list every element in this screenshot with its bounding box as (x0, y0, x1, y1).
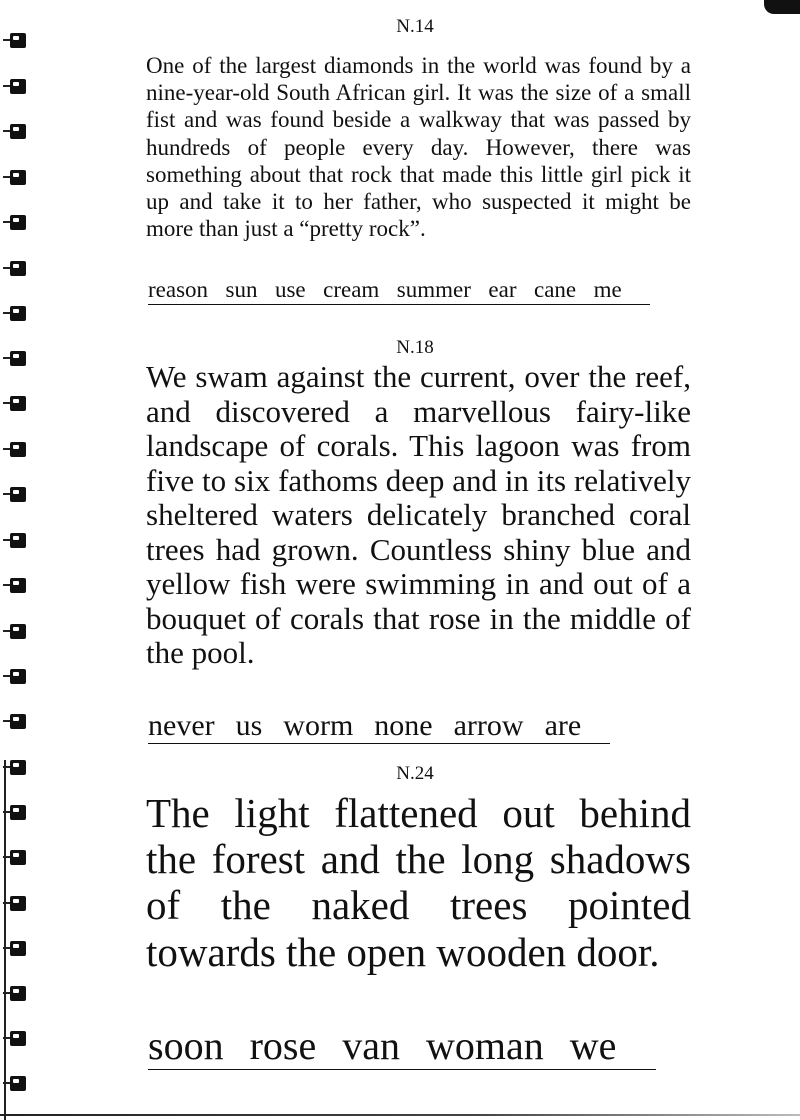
word-list: never us worm none arrow are (148, 709, 610, 744)
binding-ring-icon (10, 170, 26, 185)
binding-ring-icon (10, 578, 26, 593)
binding-ring-icon (10, 941, 26, 956)
binding-ring-icon (10, 215, 26, 230)
binding-ring-icon (10, 124, 26, 139)
binding-ring-icon (10, 487, 26, 502)
binding-ring-icon (10, 714, 26, 729)
binding-ring-icon (10, 624, 26, 639)
binding-ring-icon (10, 669, 26, 684)
binding-ring-icon (10, 850, 26, 865)
binding-ring-icon (10, 805, 26, 820)
binding-ring-icon (10, 896, 26, 911)
binding-ring-icon (10, 261, 26, 276)
binding-ring-icon (10, 396, 26, 411)
binding-ring-icon (10, 306, 26, 321)
binding-ring-icon (10, 533, 26, 548)
binding-ring-icon (10, 1076, 26, 1091)
reading-passage: One of the largest diamonds in the world was found by a nine-year-old South African girl. It was the size of a small fist and was found beside a walkway that was passed by hundreds of people every day. However, there was something about that rock that made this little girl pick it up and take it to her father, who suspected it might be more than just a “pretty rock”. (146, 53, 691, 242)
corner-mark (764, 0, 800, 14)
page-edge-line (4, 760, 6, 1120)
section-number: N.24 (396, 763, 434, 784)
reading-passage: The light flattened out behind the forest and the long shadows of the naked trees pointed towards the open wooden door. (146, 790, 691, 975)
word-list: soon rose van woman we (148, 1024, 656, 1070)
binding-ring-icon (10, 986, 26, 1001)
binding-ring-icon (10, 79, 26, 94)
word-list: reason sun use cream summer ear cane me (148, 277, 650, 305)
section-number: N.14 (396, 16, 434, 37)
binding-ring-icon (10, 1031, 26, 1046)
binding-ring-icon (10, 442, 26, 457)
reading-passage: We swam against the current, over the reef, and discovered a marvellous fairy-like landscape of corals. This lagoon was from five to six fathoms deep and in its relatively sheltered waters delicately branched coral trees had grown. Countless shiny blue and yellow fish were swimming in and out of a bouquet of corals that rose in the middle of the pool. (146, 359, 691, 670)
section-number: N.18 (396, 337, 434, 358)
spiral-binding (0, 0, 60, 1120)
page-bottom-edge (0, 1114, 800, 1116)
